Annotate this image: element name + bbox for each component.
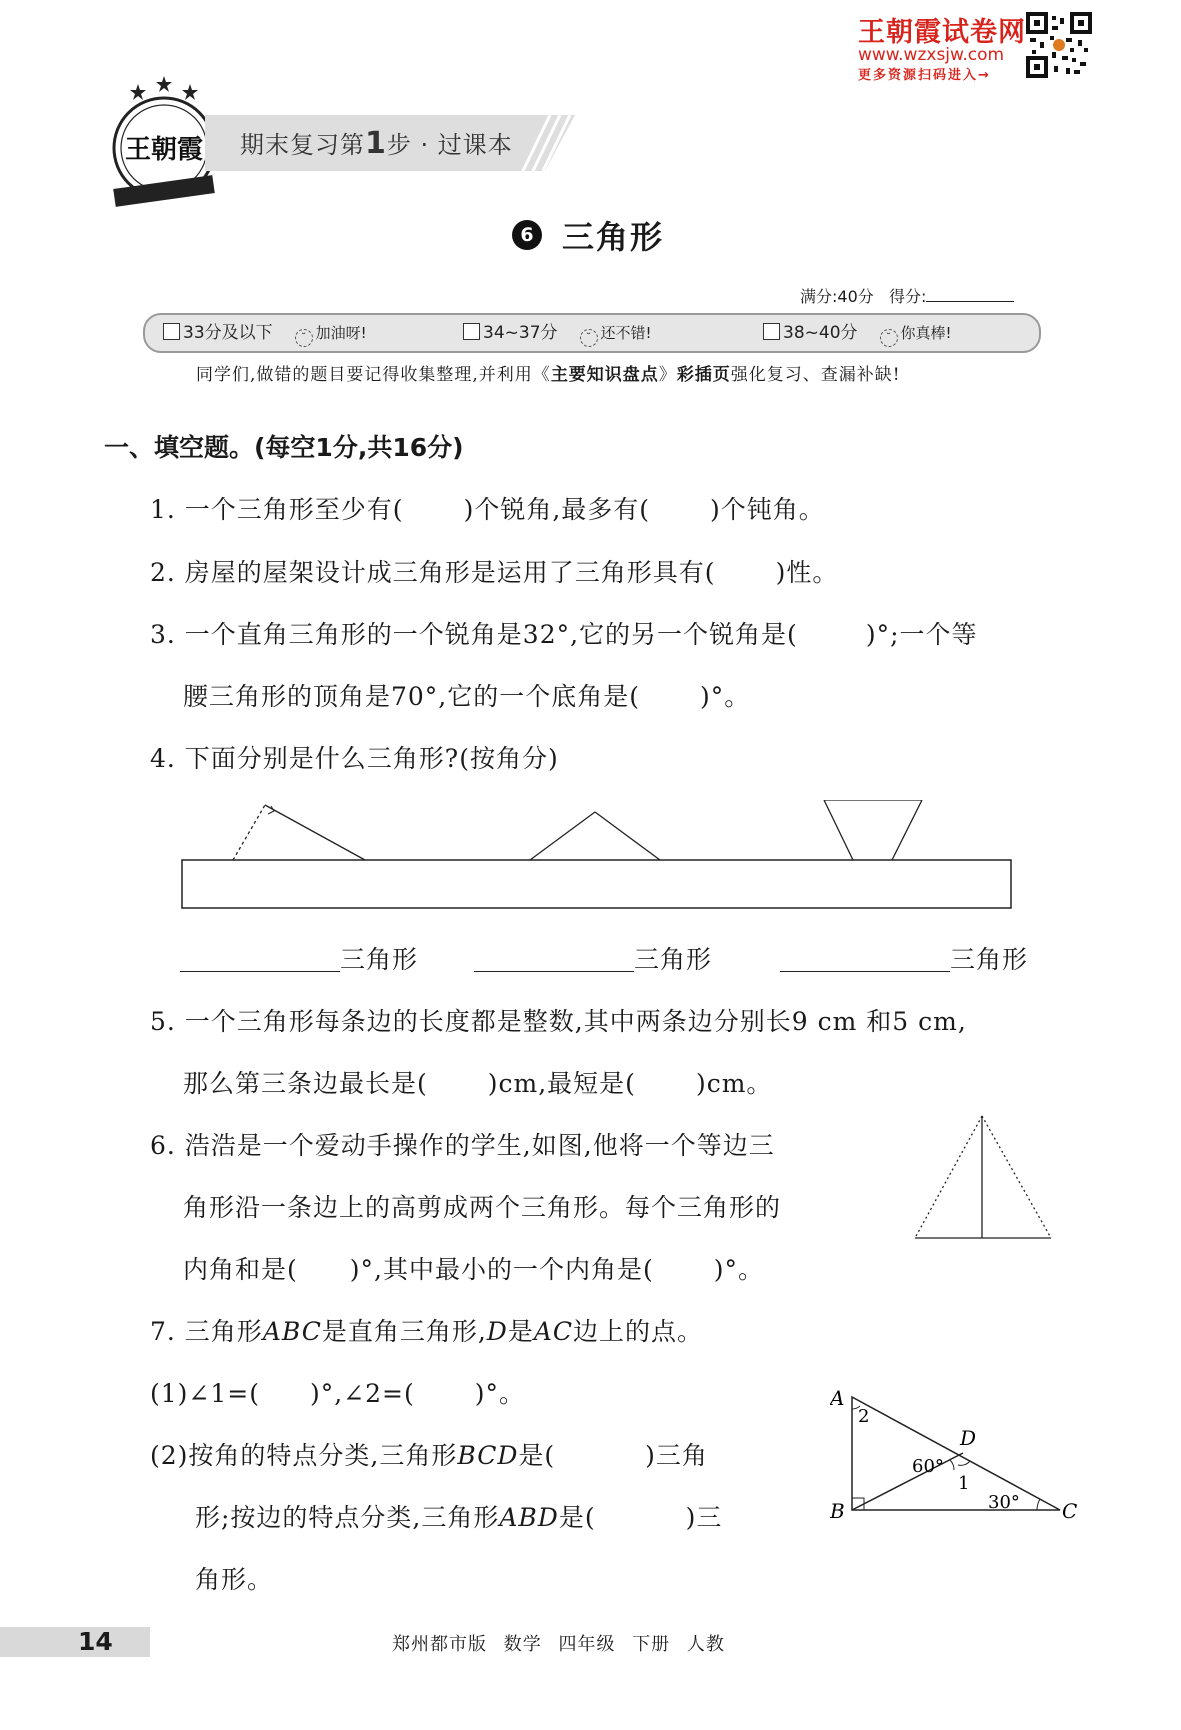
- equilateral-triangle-figure: [910, 1112, 1060, 1244]
- smiley-icon: ˘: [880, 329, 898, 347]
- answer-4-3: 三角形: [780, 940, 1028, 976]
- score-line: 满分:40分 得分:: [800, 284, 1014, 307]
- section-title: 一、填空题。(每空1分,共16分): [104, 433, 464, 462]
- question-3-line-1: 3. 一个直角三角形的一个锐角是32°,它的另一个锐角是( )°;一个等: [150, 620, 978, 649]
- qr-code-icon[interactable]: [1026, 12, 1092, 78]
- svg-text:王朝霞: 王朝霞: [124, 135, 204, 165]
- brand-subtitle: 更多资源扫码进入→: [858, 68, 991, 83]
- score-level-bar: [143, 313, 1041, 353]
- score-level-2: 34~37分 ˘ 还不错!: [463, 315, 652, 351]
- checkbox-icon[interactable]: [763, 323, 780, 340]
- brand-logo: [108, 70, 220, 210]
- vertex-d-label: D: [960, 1426, 977, 1450]
- footer-info: 郑州都市版 数学 四年级 下册 人教: [392, 1634, 725, 1655]
- checkbox-icon[interactable]: [463, 323, 480, 340]
- checkbox-icon[interactable]: [163, 323, 180, 340]
- question-3-line-2: 腰三角形的顶角是70°,它的一个底角是( )°。: [183, 682, 751, 711]
- question-7-part-2-line-3: 角形。: [195, 1565, 274, 1594]
- score-level-3: 38~40分 ˘ 你真棒!: [763, 315, 952, 351]
- angle-1-label: 1: [958, 1473, 970, 1494]
- smiley-icon: ˘: [295, 329, 313, 347]
- angle-2-label: 2: [858, 1406, 870, 1427]
- question-7-line-1: 7. 三角形ABC是直角三角形,D是AC边上的点。: [150, 1317, 704, 1346]
- question-1: 1. 一个三角形至少有( )个锐角,最多有( )个钝角。: [150, 495, 825, 524]
- question-5-line-2: 那么第三条边最长是( )cm,最短是( )cm。: [183, 1069, 773, 1098]
- question-5-line-1: 5. 一个三角形每条边的长度都是整数,其中两条边分别长9 cm 和5 cm,: [150, 1007, 967, 1036]
- answer-4-2: 三角形: [474, 940, 712, 976]
- question-6-line-3: 内角和是( )°,其中最小的一个内角是( )°。: [183, 1255, 764, 1284]
- question-4: 4. 下面分别是什么三角形?(按角分): [150, 744, 559, 773]
- score-blank[interactable]: [926, 287, 1014, 302]
- score-level-1: 33分及以下 ˘ 加油呀!: [163, 315, 367, 351]
- vertex-c-label: C: [1062, 1499, 1078, 1523]
- question-7-part-2-line-1: (2)按角的特点分类,三角形BCD是( )三角: [150, 1441, 708, 1470]
- angle-30-label: 30°: [988, 1492, 1020, 1513]
- answer-blank[interactable]: [474, 947, 634, 972]
- unit-number: 6: [512, 220, 542, 250]
- answer-blank[interactable]: [780, 947, 950, 972]
- question-6-line-1: 6. 浩浩是一个爱动手操作的学生,如图,他将一个等边三: [150, 1131, 775, 1160]
- right-triangle-abc-figure: [830, 1385, 1080, 1525]
- brand-name: 王朝霞试卷网: [858, 17, 1026, 48]
- angle-60-label: 60°: [912, 1456, 944, 1477]
- brand-url[interactable]: www.wzxsjw.com: [858, 45, 1005, 65]
- banner-title: 期末复习第1步 · 过课本: [240, 126, 513, 161]
- vertex-a-label: A: [830, 1386, 845, 1410]
- answer-blank[interactable]: [180, 947, 340, 972]
- page-number: 14: [78, 1627, 113, 1656]
- question-6-line-2: 角形沿一条边上的高剪成两个三角形。每个三角形的: [183, 1193, 782, 1222]
- vertex-b-label: B: [830, 1499, 845, 1523]
- question-7-part-2-line-2: 形;按边的特点分类,三角形ABD是( )三: [195, 1503, 723, 1532]
- unit-title: 三角形: [562, 218, 665, 256]
- page-number-background: [0, 1627, 150, 1657]
- set-square-triangles-figure: [170, 800, 1020, 915]
- review-tip: 同学们,做错的题目要记得收集整理,并利用《主要知识盘点》彩插页强化复习、查漏补缺!: [196, 365, 901, 385]
- question-2: 2. 房屋的屋架设计成三角形是运用了三角形具有( )性。: [150, 558, 839, 587]
- smiley-icon: ˘: [580, 329, 598, 347]
- answer-4-1: 三角形: [180, 940, 418, 976]
- question-7-part-1: (1)∠1=( )°,∠2=( )°。: [150, 1379, 525, 1408]
